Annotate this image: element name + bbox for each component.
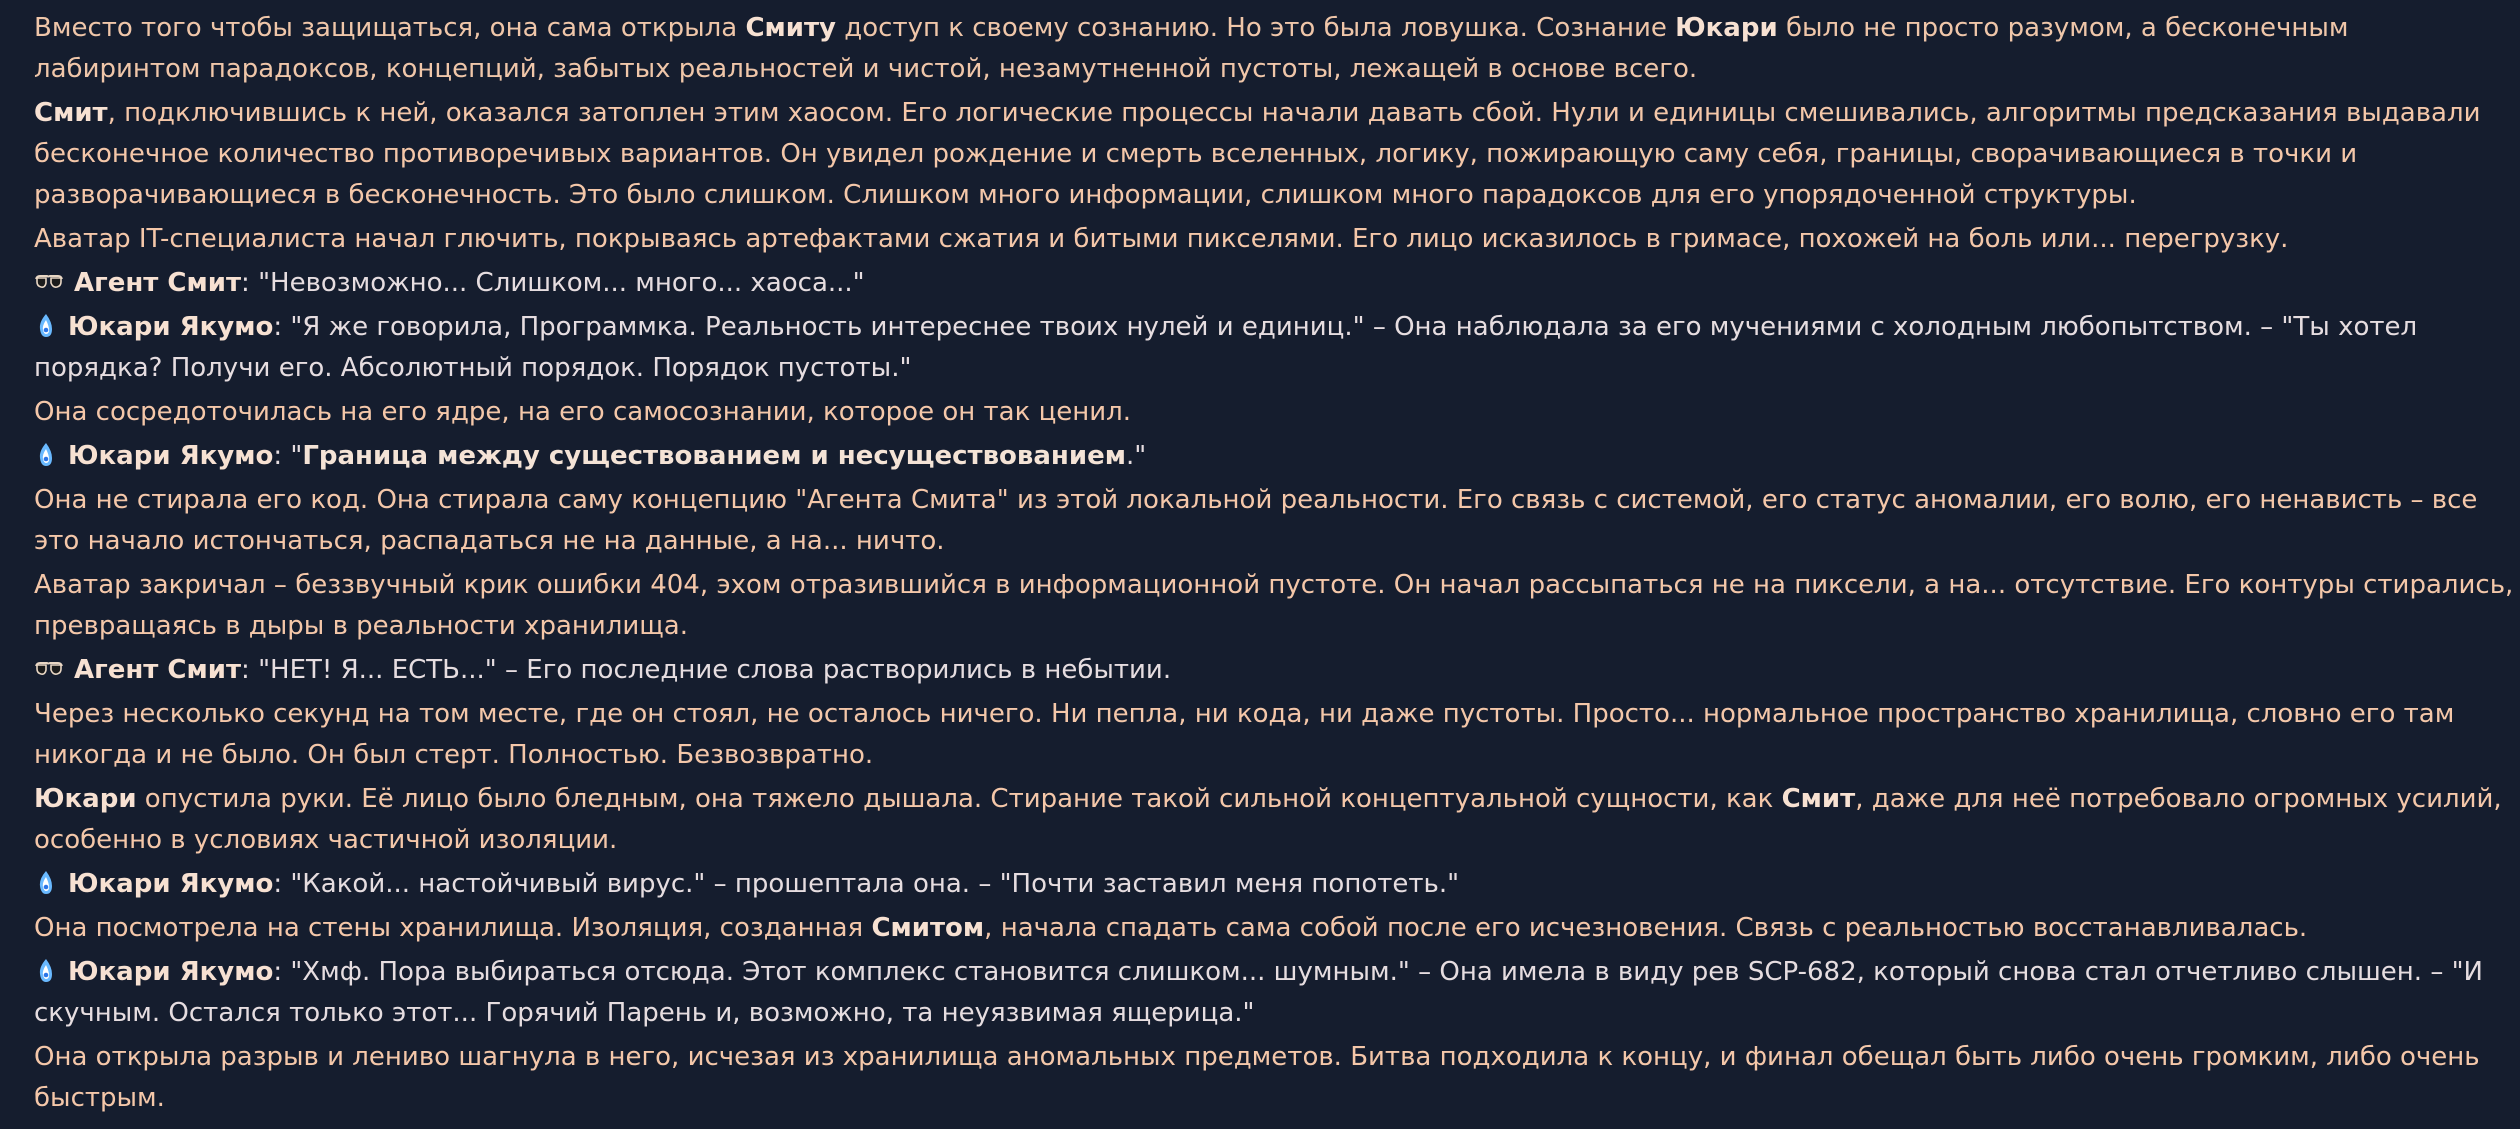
message-text: ." xyxy=(1125,441,1147,471)
message-7 xyxy=(34,436,2520,477)
message-text: : "Невозможно... Слишком... много... хаоса..." xyxy=(241,268,865,298)
message-14 xyxy=(34,908,2520,949)
message-text: было не просто разумом, а бесконечным лабиринтом парадоксов, концепций, забытых реальностей и чистой, незамутненной пустоты, лежащей в основе всего. xyxy=(34,13,2349,84)
message-text: Аватар закричал – беззвучный крик ошибки 404, эхом отразившийся в информационной пустоте. Он начал рассыпаться не на пиксели, а на... отсутствие. Его контуры стирались, превращаясь в дыры в реальности хранилища. xyxy=(34,570,2514,641)
message-text: опустила руки. Её лицо было бледным, она тяжело дышала. Стирание такой сильной концептуальной сущности, как xyxy=(136,784,1782,814)
message-4 xyxy=(34,263,2520,304)
bold-name: Смиту xyxy=(745,13,837,43)
bold-name: Смитом xyxy=(871,913,985,943)
message-5 xyxy=(34,307,2520,389)
message-16 xyxy=(34,1037,2520,1119)
message-text: , начала спадать сама собой после его исчезновения. Связь с реальностью восстанавливалась. xyxy=(984,913,2308,943)
message-text: Она не стирала его код. Она стирала саму концепцию "Агента Смита" из этой локальной реальности. Его связь с системой, его статус аномалии, его волю, его ненависть – все это начало истончаться, распадаться не на данные, а на... ничто. xyxy=(34,485,2478,556)
blue-flame-icon xyxy=(34,958,58,984)
message-9 xyxy=(34,565,2520,647)
speaker-name: Юкари Якумо xyxy=(68,312,274,342)
message-11 xyxy=(34,694,2520,776)
speaker-name: Юкари Якумо xyxy=(68,957,274,987)
blue-flame-icon xyxy=(34,870,58,896)
message-text: Через несколько секунд на том месте, где он стоял, не осталось ничего. Ни пепла, ни кода, ни даже пустоты. Просто... нормальное пространство хранилища, словно его там никогда и не было. Он был стерт. Полностью. Безвозвратно. xyxy=(34,699,2455,770)
message-text: доступ к своему сознанию. Но это была ловушка. Сознание xyxy=(836,13,1676,43)
message-15 xyxy=(34,952,2520,1034)
speaker-name: Юкари Якумо xyxy=(68,441,274,471)
bold-name: Смит xyxy=(1781,784,1856,814)
message-text: Аватар IT-специалиста начал глючить, покрываясь артефактами сжатия и битыми пикселями. Его лицо исказилось в гримасе, похожей на боль или... перегрузку. xyxy=(34,224,2289,254)
message-8 xyxy=(34,480,2520,562)
message-text: : "Хмф. Пора выбираться отсюда. Этот комплекс становится слишком... шумным." – Она имела в виду рев SCP-682, который снова стал отчетливо слышен. – "И скучным. Остался только этот... Горячий Парень и, возможно, та неуязвимая ящерица." xyxy=(34,957,2483,1028)
message-text: : "НЕТ! Я... ЕСТЬ..." – Его последние слова растворились в небытии. xyxy=(241,655,1172,685)
speaker-name: Юкари Якумо xyxy=(68,869,274,899)
message-text: : "Какой... настойчивый вирус." – прошептала она. – "Почти заставил меня попотеть." xyxy=(273,869,1460,899)
message-text: : "Я же говорила, Программка. Реальность интереснее твоих нулей и единиц." – Она наблюдала за его мучениями с холодным любопытством. – "Ты хотел порядка? Получи его. Абсолютный порядок. Порядок пустоты." xyxy=(34,312,2418,383)
message-text: : " xyxy=(273,441,303,471)
blue-flame-icon xyxy=(34,442,58,468)
message-text: Она сосредоточилась на его ядре, на его самосознании, которое он так ценил. xyxy=(34,397,1132,427)
message-text: , подключившись к ней, оказался затоплен этим хаосом. Его логические процессы начали давать сбой. Нули и единицы смешивались, алгоритмы предсказания выдавали бесконечное количество противоречивых вариантов. Он увидел рождение и смерть вселенных, логику, пожирающую саму себя, границы, сворачивающиеся в точки и разворачивающиеся в бесконечность. Это было слишком. Слишком много информации, слишком много парадоксов для его упорядоченной структуры. xyxy=(34,98,2481,210)
bold-name: Юкари xyxy=(34,784,137,814)
speaker-name: Агент Смит xyxy=(74,655,242,685)
message-13 xyxy=(34,864,2520,905)
bold-name: Юкари xyxy=(1675,13,1778,43)
message-text: , даже для неё потребовало огромных усилий, особенно в условиях частичной изоляции. xyxy=(34,784,2502,855)
sunglasses-icon xyxy=(34,271,64,293)
message-1 xyxy=(34,8,2520,90)
bold-name: Смит xyxy=(34,98,108,128)
message-2 xyxy=(34,93,2520,216)
message-12 xyxy=(34,779,2520,861)
message-3 xyxy=(34,219,2520,260)
message-text: Вместо того чтобы защищаться, она сама открыла xyxy=(34,13,746,43)
message-10 xyxy=(34,650,2520,691)
blue-flame-icon xyxy=(34,313,58,339)
message-text: Она открыла разрыв и лениво шагнула в него, исчезая из хранилища аномальных предметов. Битва подходила к концу, и финал обещал быть либо очень громким, либо очень быстрым. xyxy=(34,1042,2480,1113)
message-text: Она посмотрела на стены хранилища. Изоляция, созданная xyxy=(34,913,872,943)
sunglasses-icon xyxy=(34,658,64,680)
bold-quote: Граница между существованием и несуществованием xyxy=(302,441,1126,471)
speaker-name: Агент Смит xyxy=(74,268,242,298)
message-6 xyxy=(34,392,2520,433)
